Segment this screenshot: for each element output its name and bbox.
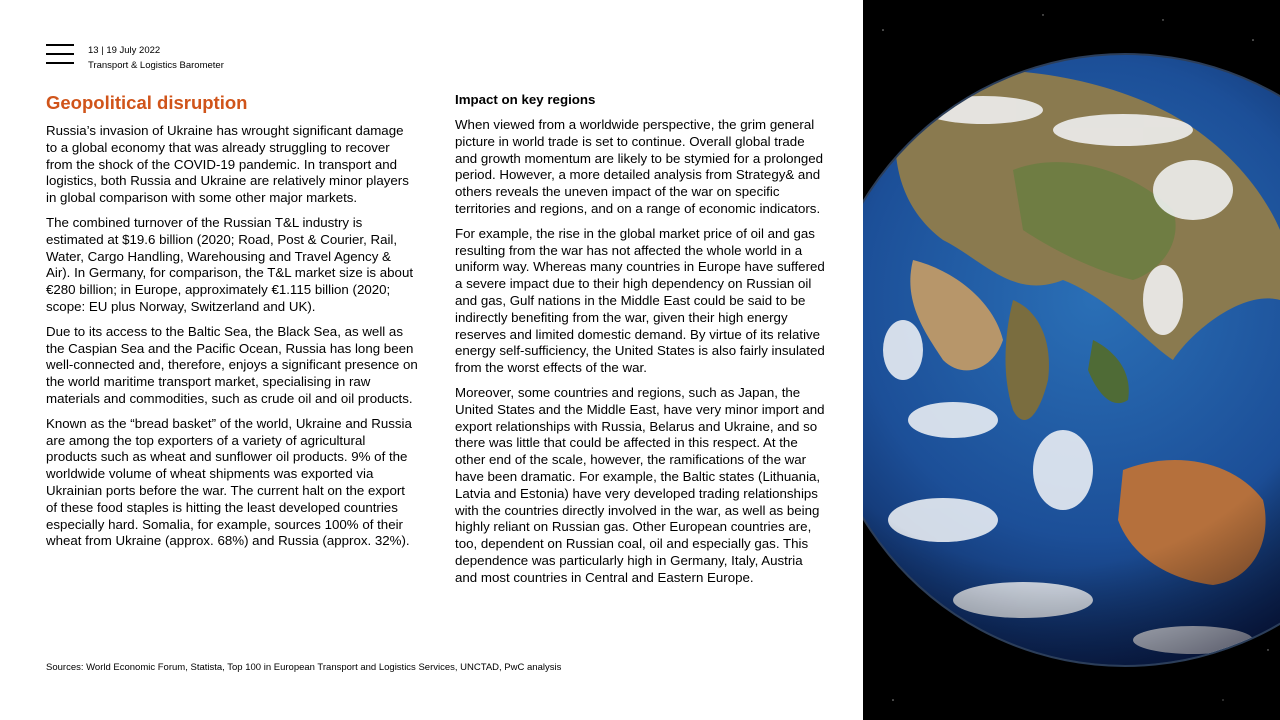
page-info: 13 | 19 July 2022 [88,45,161,56]
earth-globe-image [863,0,1280,720]
report-title: Transport & Logistics Barometer [88,60,224,71]
right-paragraph-2: For example, the rise in the global market price of oil and gas resulting from the war has not affected the whole world in a uniform way. Whereas many countries in Europe have suffered a severe impact due to their high dependency on Russian oil and gas, Gulf nations in the Middle East could be said to be indirectly benefiting from the war, given their high energy reserves and limited domestic demand. By virtue of its relative energy self-sufficiency, the United States is also fairly insulated from the worst effects of the war. [455,225,825,376]
hamburger-menu-icon[interactable] [46,44,74,66]
left-column [46,92,418,558]
subsection-heading: Impact on key regions [455,92,596,107]
right-paragraph-3: Moreover, some countries and regions, such as Japan, the United States and the Middle East, have very minor import and export relationships with Russia, Belarus and Ukraine, and so there was little that could be affected in this respect. At the other end of the scale, however, the ramifications of the war have been dramatic. For example, the Baltic states (Lithuania, Latvia and Estonia) have very developed trading relationships with the countries directly involved in the war, as well as being highly reliant on Russian gas. Other European countries are, too, dependent on Russian coal, oil and especially gas. This dependence was particularly high in Germany, Italy, Austria and most countries in Central and Eastern Europe. [455,384,825,585]
left-paragraph-1: Russia’s invasion of Ukraine has wrought significant damage to a global economy that was already struggling to recover from the shock of the COVID-19 pandemic. In transport and logistics, both Russia and Ukraine are relatively minor players in global comparison with some other major markets. [46,123,409,206]
right-column [455,91,827,595]
section-title: Geopolitical disruption [46,92,248,113]
sources-footnote: Sources: World Economic Forum, Statista, Top 100 in European Transport and Logistics Services, UNCTAD, PwC analysis [46,662,562,673]
left-paragraph-2: The combined turnover of the Russian T&L industry is estimated at $19.6 billion (2020; Road, Post & Courier, Rail, Water, Cargo Handling, Warehousing and Travel Agency & Air). In Germany, for comparison, the T&L market size is about €280 billion; in Europe, approximately €1.115 billion (2020; scope: EU plus Norway, Switzerland and UK). [46,214,414,314]
page-meta [88,43,224,73]
right-paragraph-1: When viewed from a worldwide perspective, the grim general picture in world trade is set to continue. Overall global trade and growth momentum are likely to be stymied for a prolonged period. However, a more detailed analysis from Strategy& and others reveals the uneven impact of the war on specific territories and regions, and on a range of economic indicators. [455,117,824,216]
left-paragraph-3: Due to its access to the Baltic Sea, the Black Sea, as well as the Caspian Sea and the Pacific Ocean, Russia has long been well-connected and, therefore, enjoys a significant presence on the world maritime transport market, specialising in raw materials and commodities, such as crude oil and oil products. [46,323,418,406]
left-paragraph-4: Known as the “bread basket” of the world, Ukraine and Russia are among the top exporters of a variety of agricultural products such as wheat and sunflower oil products. 9% of the worldwide volume of wheat shipments was exported via Ukrainian ports before the war. The current halt on the export of these food staples is hitting the least developed countries especially hard. Somalia, for example, sources 100% of their wheat from Ukraine (approx. 68%) and Russia (approx. 32%). [46,415,412,549]
